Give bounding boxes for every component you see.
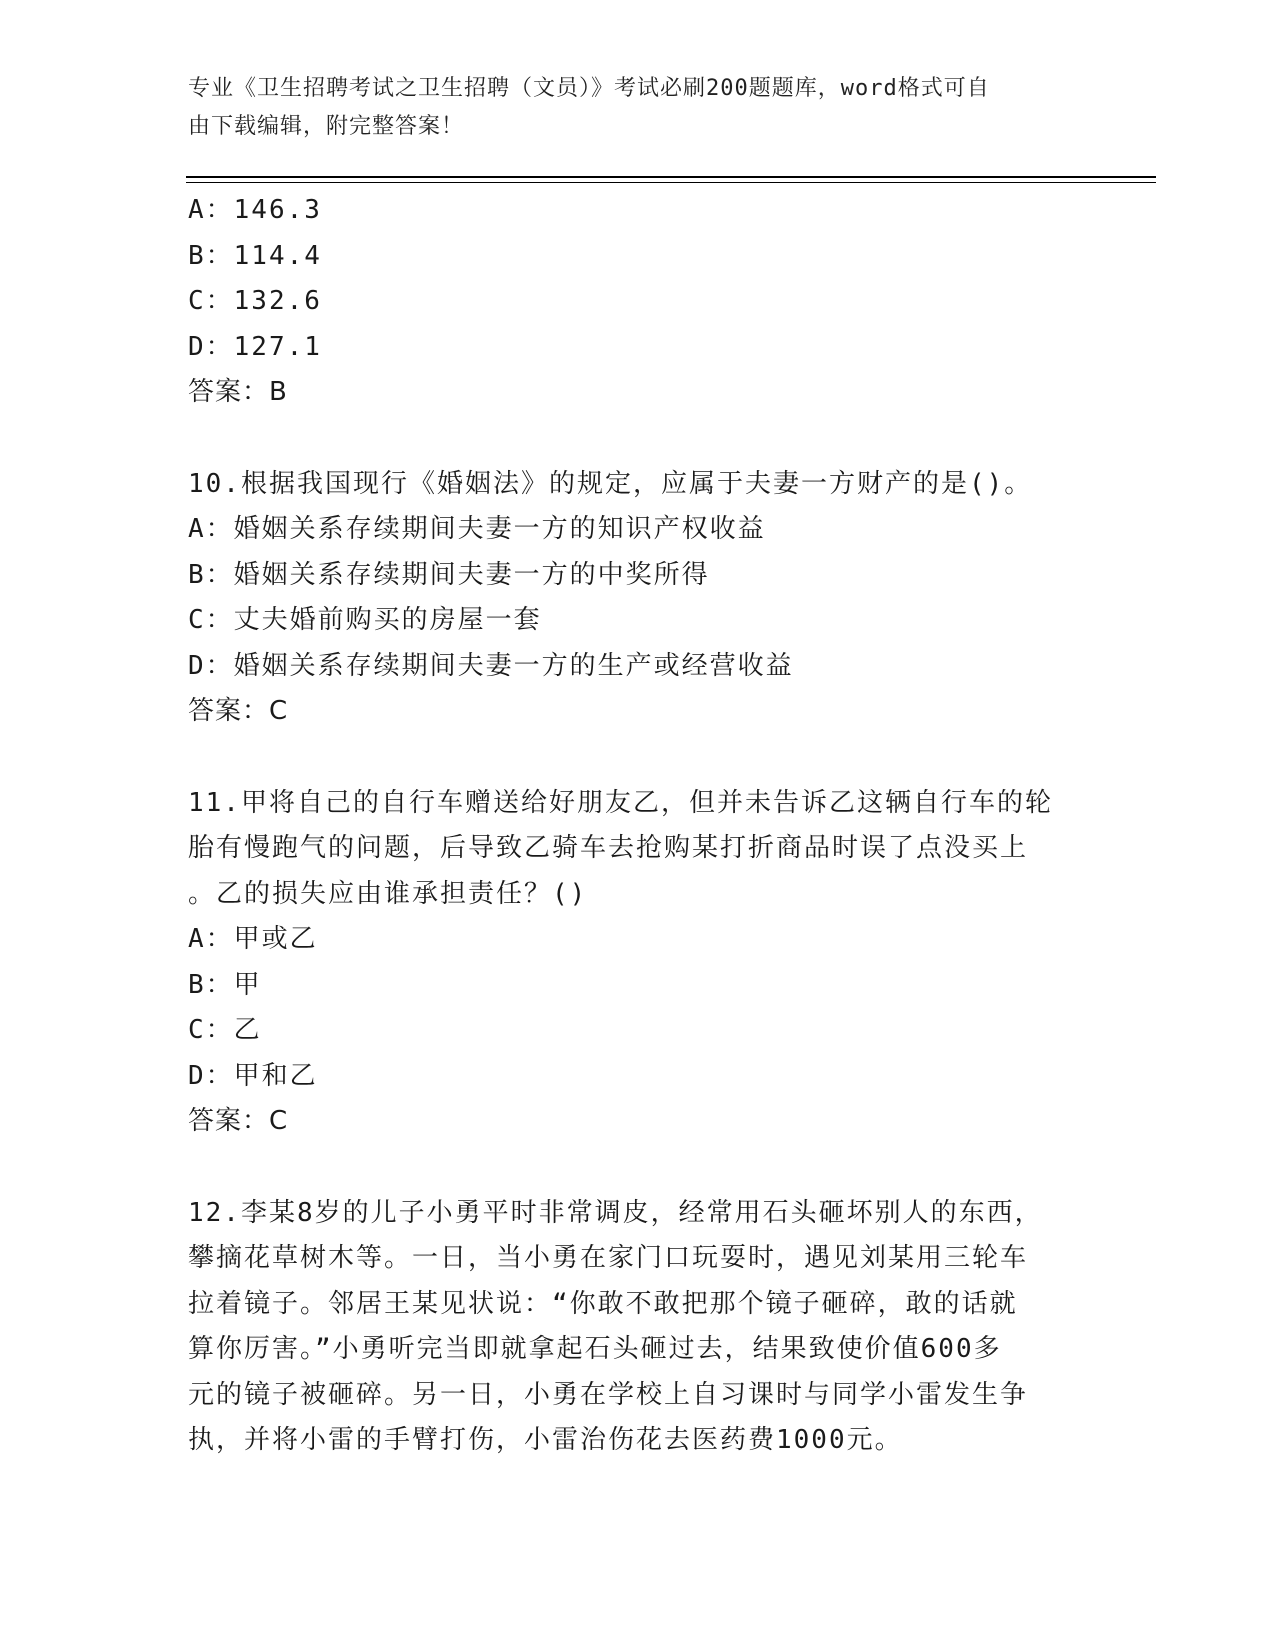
- document-body: [188, 188, 1088, 1464]
- document-header: [188, 70, 1068, 146]
- question-11-block: [188, 781, 1088, 1145]
- option-a: A：婚姻关系存续期间夫妻一方的知识产权收益: [188, 514, 766, 544]
- question-9-block: [188, 188, 1088, 416]
- option-c: C：乙: [188, 1015, 262, 1045]
- question-stem-line: 12.李某8岁的儿子小勇平时非常调皮，经常用石头砸坏别人的东西，: [188, 1197, 1043, 1228]
- option-d: D：婚姻关系存续期间夫妻一方的生产或经营收益: [188, 650, 794, 681]
- answer-line: 答案：B: [188, 377, 288, 407]
- option-c: C：丈夫婚前购买的房屋一套: [188, 605, 542, 635]
- header-line-1: 专业《卫生招聘考试之卫生招聘（文员）》考试必刷200题题库，word格式可自: [188, 76, 990, 101]
- question-stem-line: 元的镜子被砸碎。另一日，小勇在学校上自习课时与同学小雷发生争: [188, 1379, 1029, 1410]
- option-c: C：132.6: [188, 286, 322, 316]
- question-10-block: [188, 462, 1088, 735]
- header-rule-thin: [186, 182, 1156, 183]
- option-b: B：114.4: [188, 240, 322, 271]
- option-b: B：婚姻关系存续期间夫妻一方的中奖所得: [188, 559, 710, 590]
- question-stem: 10.根据我国现行《婚姻法》的规定，应属于夫妻一方财产的是()。: [188, 468, 1033, 499]
- option-d: D：甲和乙: [188, 1060, 318, 1091]
- option-a: A：146.3: [188, 195, 322, 225]
- option-b: B：甲: [188, 969, 262, 1000]
- question-stem-line: 攀摘花草树木等。一日，当小勇在家门口玩耍时，遇见刘某用三轮车: [188, 1243, 1029, 1273]
- header-line-2: 由下载编辑，附完整答案！: [188, 114, 465, 139]
- option-d: D：127.1: [188, 331, 322, 362]
- question-stem-line: 执，并将小雷的手臂打伤，小雷治伤花去医药费1000元。: [188, 1425, 903, 1455]
- question-stem-line: 拉着镜子。邻居王某见状说：“你敢不敢把那个镜子砸碎，敢的话就: [188, 1288, 1018, 1319]
- question-12-block: [188, 1191, 1088, 1464]
- header-rule-thick: [186, 176, 1156, 178]
- question-stem-line: 。乙的损失应由谁承担责任？(): [188, 878, 588, 909]
- option-a: A：甲或乙: [188, 924, 318, 954]
- question-stem-line: 11.甲将自己的自行车赠送给好朋友乙，但并未告诉乙这辆自行车的轮: [188, 787, 1053, 818]
- answer-line: 答案：C: [188, 696, 289, 726]
- question-stem-line: 算你厉害。”小勇听完当即就拿起石头砸过去，结果致使价值600多: [188, 1334, 1002, 1364]
- question-stem-line: 胎有慢跑气的问题，后导致乙骑车去抢购某打折商品时误了点没买上: [188, 833, 1029, 863]
- answer-line: 答案：C: [188, 1106, 289, 1136]
